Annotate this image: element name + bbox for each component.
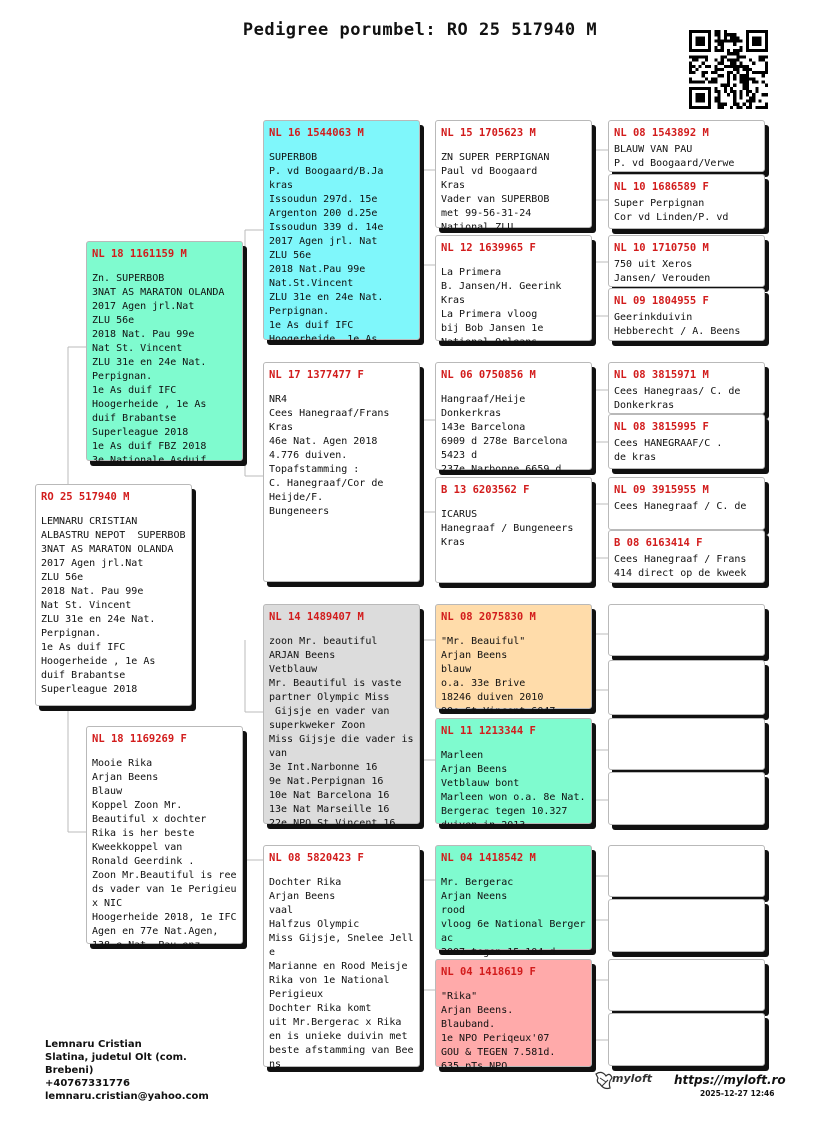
pigeon-info: Cees Hanegraas/ C. de Donkerkras <box>614 386 741 411</box>
pigeon-info: "Rika" Arjan Beens. Blauband. 1e NPO Periqeux'07 GOU & TEGEN 7.581d. 635 pTs NPO <box>441 991 556 1072</box>
pigeon-card-mff[interactable] <box>435 604 592 717</box>
ring-number: NL 08 3815971 M <box>614 369 709 381</box>
pigeon-info: Marleen Arjan Beens Vetblauw bont Marleen won o.a. 8e Nat. Bergerac tegen 10.327 duiven in 2013 <box>441 750 586 831</box>
pigeon-card-g6[interactable] <box>608 414 765 469</box>
ring-number: NL 12 1639965 F <box>441 242 536 254</box>
print-date: 2025-12-27 12:46 <box>700 1089 775 1098</box>
pigeon-info: zoon Mr. beautiful ARJAN Beens Vetblauw Mr. Beautiful is vaste partner Olympic Miss Gijsje en vader van superkweker Zoon Miss Gijsje die vader is van 3e Int.Narbonne 16 9e Nat.Perpignan 16 10e Nat Barcelona 16 13e Nat Marseille 16 22e NPO St Vincent 16 <box>269 636 414 829</box>
pigeon-info: ICARUS Hanegraaf / Bungeneers Kras <box>441 509 574 548</box>
pigeon-card-mfm[interactable] <box>435 718 592 831</box>
breeder-address: Slatina, judetul Olt (com. <box>45 1052 187 1063</box>
pigeon-info: Geerinkduivin Hebberecht / A. Beens <box>614 312 741 337</box>
ring-number: B 13 6203562 F <box>441 484 530 496</box>
pigeon-card-empty[interactable] <box>608 959 765 1011</box>
breeder-info <box>45 1038 209 1103</box>
breeder-email: lemnaru.cristian@yahoo.com <box>45 1091 209 1102</box>
pigeon-info: LEMNARU CRISTIAN ALBASTRU NEPOT SUPERBOB 3NAT AS MARATON OLANDA 2017 Agen jrl.Nat ZLU 56e 2018 Nat. Pau 99e Nat St. Vincent ZLU 31e en 24e Nat. Perpignan. 1e As duif IFC Hoogerheide , 1e As duif Brabantse Superleague 2018 <box>41 516 186 695</box>
ring-number: NL 04 1418619 F <box>441 966 536 978</box>
ring-number: NL 09 3915955 M <box>614 484 709 496</box>
ring-number: NL 06 0750856 M <box>441 369 536 381</box>
ring-number: NL 17 1377477 F <box>269 369 364 381</box>
ring-number: RO 25 517940 M <box>41 491 130 503</box>
pigeon-card-empty[interactable] <box>608 718 765 770</box>
pigeon-card-empty[interactable] <box>608 899 765 952</box>
pigeon-info: Zn. SUPERBOB 3NAT AS MARATON OLANDA 2017 Agen jrl.Nat ZLU 56e 2018 Nat. Pau 99e Nat St. Vincent ZLU 31e en 24e Nat. Perpignan. 1e As duif IFC Hoogerheide , 1e As duif Brabantse Superleague 2018 1e As duif FBZ 2018 3e Nationale Asduif <box>92 273 225 466</box>
pigeon-info: Cees HANEGRAAF/C . de kras <box>614 438 723 463</box>
pigeon-card-empty[interactable] <box>608 772 765 825</box>
ring-number: NL 15 1705623 M <box>441 127 536 139</box>
pigeon-card-mm[interactable] <box>263 845 420 1070</box>
ring-number: NL 08 5820423 F <box>269 852 364 864</box>
ring-number: B 08 6163414 F <box>614 537 703 549</box>
breeder-name: Lemnaru Cristian <box>45 1039 142 1050</box>
pigeon-info: Cees Hanegraaf / C. de <box>614 501 747 512</box>
pigeon-card-mmf[interactable] <box>435 845 592 958</box>
pigeon-card-g5[interactable] <box>608 362 765 414</box>
pigeon-card-empty[interactable] <box>608 604 765 656</box>
pigeon-card-fm[interactable] <box>263 362 420 582</box>
pigeon-card-fff[interactable] <box>435 120 592 233</box>
website-link[interactable]: https://myloft.ro <box>674 1073 786 1087</box>
pigeon-card-fmf[interactable] <box>435 362 592 475</box>
ring-number: NL 16 1544063 M <box>269 127 364 139</box>
ring-number: NL 04 1418542 M <box>441 852 536 864</box>
ring-number: NL 18 1161159 M <box>92 248 187 260</box>
ring-number: NL 10 1686589 F <box>614 181 709 193</box>
pigeon-info: "Mr. Beauiful" Arjan Beens blauw o.a. 33e Brive 18246 duiven 2010 90e St Vincent 6047 <box>441 636 556 717</box>
pigeon-card-mmm[interactable] <box>435 959 592 1072</box>
breeder-address: Brebeni) <box>45 1065 94 1076</box>
pigeon-info: Mooie Rika Arjan Beens Blauw Koppel Zoon Mr. Beautiful x dochter Rika is her beste Kweekkoppel van Ronald Geerdink . Zoon Mr.Beautiful is ree ds vader van 1e Perigieu x NIC Hoogerheide 2018, 1e IFC Agen en 77e Nat.Agen, 138 e Nat. Pau enz <box>92 758 237 951</box>
pigeon-card-fmm[interactable] <box>435 477 592 583</box>
pigeon-card-mf[interactable] <box>263 604 420 829</box>
pigeon-info: Super Perpignan Cor vd Linden/P. vd <box>614 198 729 223</box>
breeder-phone: +40767331776 <box>45 1078 130 1089</box>
ring-number: NL 08 1543892 M <box>614 127 709 139</box>
ring-number: NL 08 3815995 F <box>614 421 709 433</box>
pigeon-card-subject[interactable] <box>35 484 192 706</box>
pigeon-card-g2[interactable] <box>608 174 765 229</box>
page-title: Pedigree porumbel: RO 25 517940 M <box>242 20 598 40</box>
pigeon-info: BLAUW VAN PAU P. vd Boogaard/Verwe <box>614 144 735 169</box>
pigeon-card-empty[interactable] <box>608 660 765 715</box>
ring-number: NL 18 1169269 F <box>92 733 187 745</box>
pigeon-info: 750 uit Xeros Jansen/ Verouden <box>614 259 711 284</box>
pigeon-card-mother[interactable] <box>86 726 243 951</box>
ring-number: NL 10 1710750 M <box>614 242 709 254</box>
pigeon-info: ZN SUPER PERPIGNAN Paul vd Boogaard Kras Vader van SUPERBOB met 99-56-31-24 National ZLU <box>441 152 550 233</box>
pigeon-card-g8[interactable] <box>608 530 765 583</box>
pigeon-card-empty[interactable] <box>608 1013 765 1066</box>
ring-number: NL 08 2075830 M <box>441 611 536 623</box>
pigeon-card-g7[interactable] <box>608 477 765 530</box>
pigeon-card-g4[interactable] <box>608 288 765 341</box>
pigeon-info: NR4 Cees Hanegraaf/Frans Kras 46e Nat. Agen 2018 4.776 duiven. Topafstamming : C. Hanegraaf/Cor de Heijde/F. Bungeneers <box>269 394 390 517</box>
pigeon-info: SUPERBOB P. vd Boogaard/B.Ja kras Issoudun 297d. 15e Argenton 200 d.25e Issoudun 339 d. 14e 2017 Agen jrl. Nat ZLU 56e 2018 Nat.Pau 99e Nat.St.Vincent ZLU 31e en 24e Nat. Perpignan. 1e As duif IFC Hoogerheide, 1e As <box>269 152 384 345</box>
pigeon-info: Hangraaf/Heije Donkerkras 143e Barcelona 6909 d 278e Barcelona 5423 d 237e Narbonne 6659 d <box>441 394 568 475</box>
pigeon-card-g1[interactable] <box>608 120 765 172</box>
pigeon-info: Dochter Rika Arjan Beens vaal Halfzus Olympic Miss Gijsje, Snelee Jell e Marianne en Rood Meisje Rika von 1e National Perigieux Dochter Rika komt uit Mr.Bergerac x Rika en is unieke duivin met beste afstamming van Bee ns <box>269 877 414 1070</box>
ring-number: NL 09 1804955 F <box>614 295 709 307</box>
ring-number: NL 11 1213344 F <box>441 725 536 737</box>
myloft-logo-text: myloft <box>612 1072 653 1085</box>
pigeon-info: Mr. Bergerac Arjan Neens rood vloog 6e National Berger ac 2007 tegen 15.104 d <box>441 877 586 958</box>
pigeon-card-g3[interactable] <box>608 235 765 287</box>
pigeon-card-father[interactable] <box>86 241 243 466</box>
ring-number: NL 14 1489407 M <box>269 611 364 623</box>
pigeon-card-ffm[interactable] <box>435 235 592 348</box>
pigeon-card-ff[interactable] <box>263 120 420 345</box>
pigeon-info: La Primera B. Jansen/H. Geerink Kras La Primera vloog bij Bob Jansen 1e National Orleans <box>441 267 562 348</box>
pigeon-info: Cees Hanegraaf / Frans 414 direct op de kweek <box>614 554 747 579</box>
pigeon-card-empty[interactable] <box>608 845 765 897</box>
